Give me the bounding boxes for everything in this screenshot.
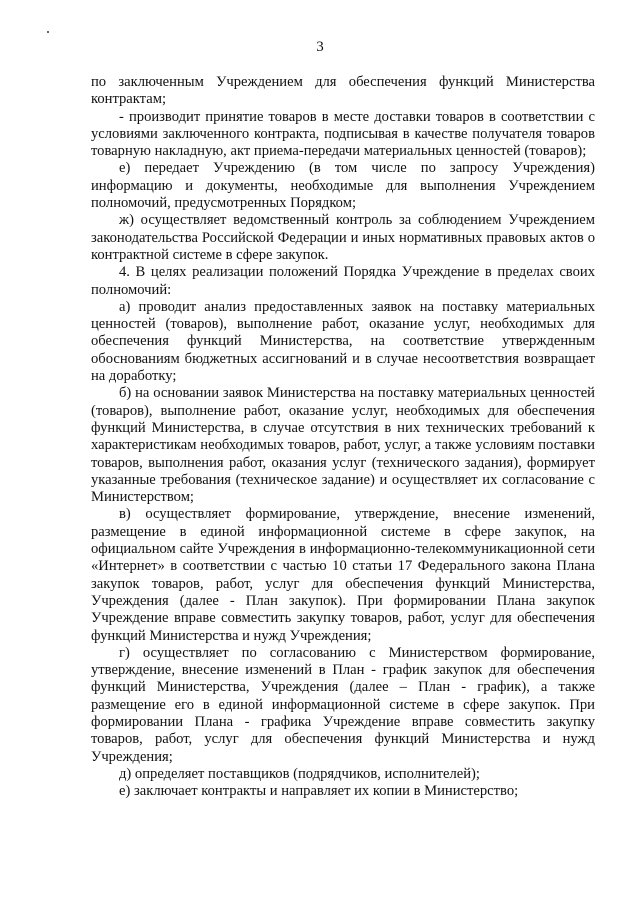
paragraph-item-g-schedule: г) осуществляет по согласованию с Министерством формирование, утверждение, внесение изменений в План - график закупок для обеспечения функций Министерства, Учреждения (далее – План - график), а также размещение его в единой информационной системе в сфере закупок. При формировании Плана - графика Учреждение вправе совместить закупку товаров, работ, услуг для обеспечения функций Министерства и нужд Учреждения; [91,644,595,765]
document-body [91,74,595,800]
paragraph-delivery-acceptance: - производит принятие товаров в месте доставки товаров в соответствии с условиями заключенного контракта, подписывая в качестве получателя товаров товарную накладную, акт приема-передачи материальных ценностей (товаров); [91,108,595,160]
paragraph-item-e-transfer: е) передает Учреждению (в том числе по запросу Учреждения) информацию и документы, необходимые для выполнения Учреждением полномочий, предусмотренных Порядком; [91,160,595,212]
paragraph-item-a-analysis: а) проводит анализ предоставленных заявок на поставку материальных ценностей (товаров), выполнение работ, оказание услуг, необходимых для обеспечения функций Министерства, на соответствие утвержденным обоснованиям бюджетных ассигнований и в случае несоответствия возвращает на доработку; [91,298,595,385]
paragraph-item-e-contracts: е) заключает контракты и направляет их копии в Министерство; [119,783,519,800]
paragraph-section-4: 4. В целях реализации положений Порядка Учреждение в пределах своих полномочий: [91,264,595,298]
scan-speck [47,31,49,33]
paragraph-item-v-purchase-plan: в) осуществляет формирование, утверждение, внесение изменений, размещение в единой информационной системе в сфере закупок, на официальном сайте Учреждения в информационно-телекоммуникационной сети «Интернет» в соответствии с частью 10 статьи 17 Федерального закона Плана закупок товаров, работ, услуг для обеспечения функций Министерства, Учреждения (далее - План закупок). При формировании Плана закупок Учреждение вправе совместить закупку товаров, работ, услуг для обеспечения функций Министерства и нужд Учреждения; [91,506,595,644]
paragraph-item-zh-control: ж) осуществляет ведомственный контроль за соблюдением Учреждением законодательства Российской Федерации и иных нормативных правовых актов о контрактной системе в сфере закупок. [91,212,595,263]
paragraph-item-d-suppliers: д) определяет поставщиков (подрядчиков, исполнителей); [119,765,480,782]
paragraph-continuation: по заключенным Учреждением для обеспечения функций Министерства контрактам; [91,74,595,108]
page-number: 3 [316,39,324,55]
paragraph-item-b-requirements: б) на основании заявок Министерства на поставку материальных ценностей (товаров), выполнение работ, оказание услуг, необходимых для обеспечения функций Министерства, в случае отсутствия в них технических требований к характеристикам необходимых товаров, работ, услуг, а также условиям поставки товаров, выполнения работ, оказания услуг (технического задания), формирует указанные требования (техническое задание) и осуществляет их согласование с Министерством; [91,385,595,506]
